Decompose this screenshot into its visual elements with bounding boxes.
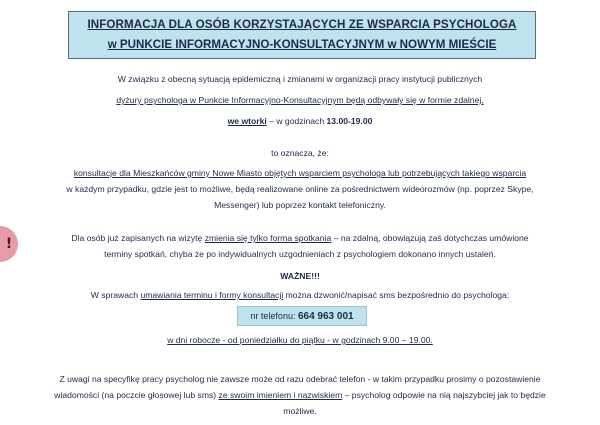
note-underlined: ze swoim imieniem i nazwiskiem: [218, 390, 343, 400]
intro-line-2: dyżury psychologa w Punkcie Informacyjno-Konsultacyjnym będą odbywały się w formie zdalnej,: [116, 95, 484, 105]
title-line-1: INFORMACJA DLA OSÓB KORZYSTAJĄCYCH ZE WSPARCIA PSYCHOLOGA: [87, 18, 517, 31]
registered-start: Dla osób już zapisanych na wizytę: [71, 233, 205, 243]
phone-label: nr telefonu:: [250, 311, 298, 321]
meaning-label: to oznacza, że:: [271, 148, 329, 158]
note-line-1: Z uwagi na specyfikę pracy psycholog nie zawsze może od razu odebrać telefon - w takim przypadku prosimy o pozostawienie: [59, 374, 541, 384]
hours-text: 13.00-19.00: [326, 116, 373, 126]
note-line-2: [0, 390, 600, 400]
registered-end: – na zdalną, obowiązują zaś dotychczas umówione: [331, 233, 529, 243]
hours-prefix: – w godzinach: [266, 116, 327, 126]
meaning-line-2: w każdym przypadku, gdzie jest to możliwe, będą realizowane online za pośrednictwem wideorozmów (np. poprzez Skype,: [66, 184, 534, 194]
important-label: WAŻNE!!!: [280, 271, 320, 281]
phone-number[interactable]: 664 963 001: [297, 311, 354, 322]
important-underlined: umawiania terminu i formy konsultacji: [140, 290, 284, 300]
schedule-line: w dni robocze - od poniedziałku do piątku - w godzinach 9.00 – 19.00.: [167, 335, 433, 345]
registered-line-1: [0, 233, 600, 243]
alert-icon: !: [0, 226, 18, 262]
note-line-3: możliwe.: [283, 406, 317, 416]
registered-underlined: zmienia się tylko forma spotkania: [204, 233, 332, 243]
important-start: W sprawach: [90, 290, 141, 300]
weekday-text: we wtorki: [227, 116, 267, 126]
important-end: można dzwonić/napisać sms bezpośrednio do psychologa:: [283, 290, 510, 300]
important-line: [0, 290, 600, 300]
intro-line-1: W związku z obecną sytuacją epidemiczną i zmianami w organizacji pracy instytucji publicznych: [117, 74, 483, 84]
meaning-line-1: konsultacje dla Mieszkańców gminy Nowe Miasto objętych wsparciem psychologa lub potrzebujących takiego wsparcia: [73, 168, 527, 178]
registered-line-2: terminy spotkań, chyba że po indywidualnych uzgodnieniach z psychologiem dokonano innych ustaleń.: [104, 249, 496, 259]
note-start: wiadomości (na poczcie głosowej lub sms): [54, 390, 219, 400]
intro-line-3: [0, 116, 600, 126]
phone-box: [237, 306, 367, 326]
title-line-2: w PUNKCIE INFORMACYJNO-KONSULTACYJNYM w NOWYM MIEŚCIE: [107, 38, 497, 51]
note-end: – psycholog odpowie na nią najszybciej jak to będzie: [342, 390, 546, 400]
meaning-line-3: Messenger) lub poprzez kontakt telefoniczny.: [214, 200, 386, 210]
title-box: [68, 11, 536, 59]
